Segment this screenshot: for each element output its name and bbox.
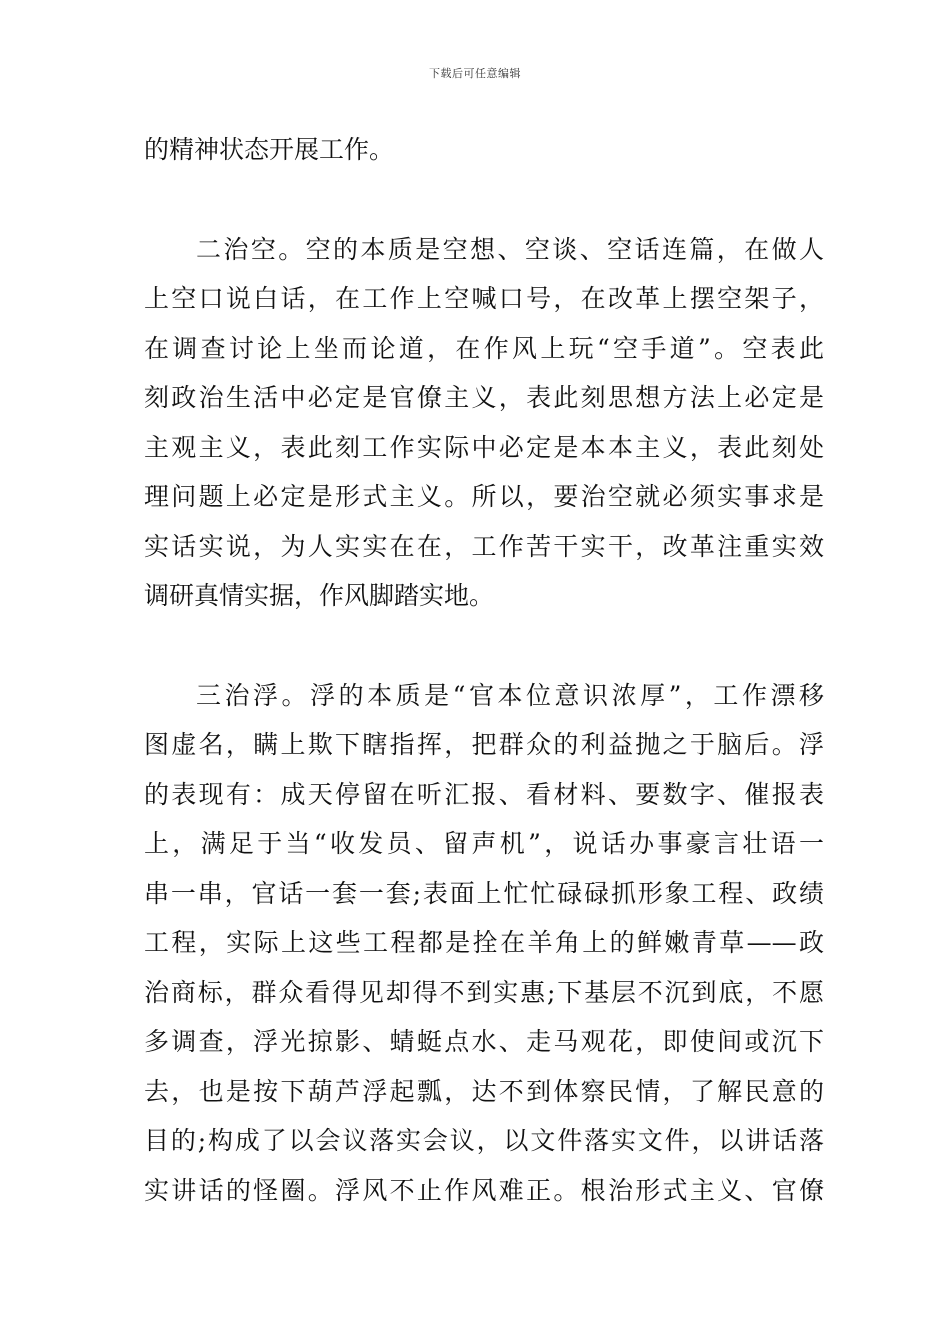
paragraph-line: 调研真情实据，作风脚踏实地。	[144, 581, 495, 610]
page-header: 下载后可任意编辑	[429, 67, 521, 80]
paragraph-line: 实话实说，为人实实在在，工作苦干实干，改革注重实效	[144, 532, 824, 561]
paragraph-line: 刻政治生活中必定是官僚主义，表此刻思想方法上必定是	[144, 383, 824, 412]
paragraph-line: 理问题上必定是形式主义。所以，要治空就必须实事求是	[144, 482, 824, 511]
paragraph-line: 二治空。空的本质是空想、空谈、空话连篇，在做人	[196, 235, 824, 264]
paragraph-line: 工程，实际上这些工程都是拴在羊角上的鲜嫩青草——政	[144, 928, 824, 957]
paragraph-line: 的表现有：成天停留在听汇报、看材料、要数字、催报表	[144, 780, 824, 809]
paragraph-line: 上，满足于当“收发员、留声机”，说话办事豪言壮语一	[144, 829, 824, 858]
paragraph-line: 的精神状态开展工作。	[144, 135, 395, 164]
paragraph-line: 串一串，官话一套一套;表面上忙忙碌碌抓形象工程、政绩	[144, 879, 824, 908]
paragraph-line: 图虚名，瞒上欺下瞎指挥，把群众的利益抛之于脑后。浮	[144, 730, 824, 759]
paragraph-line: 去，也是按下葫芦浮起瓢，达不到体察民情，了解民意的	[144, 1077, 824, 1106]
paragraph-line: 主观主义，表此刻工作实际中必定是本本主义，表此刻处	[144, 433, 824, 462]
paragraph-line: 三治浮。浮的本质是“官本位意识浓厚”，工作漂移	[196, 681, 824, 710]
paragraph-line: 多调查，浮光掠影、蜻蜓点水、走马观花，即使间或沉下	[144, 1027, 824, 1056]
paragraph-line: 上空口说白话，在工作上空喊口号，在改革上摆空架子，	[144, 284, 824, 313]
paragraph-line: 实讲话的怪圈。浮风不止作风难正。根治形式主义、官僚	[144, 1176, 824, 1205]
paragraph-line: 在调查讨论上坐而论道，在作风上玩“空手道”。空表此	[144, 334, 824, 363]
paragraph-line: 治商标，群众看得见却得不到实惠;下基层不沉到底，不愿	[144, 978, 824, 1007]
paragraph-line: 目的;构成了以会议落实会议，以文件落实文件，以讲话落	[144, 1126, 824, 1155]
